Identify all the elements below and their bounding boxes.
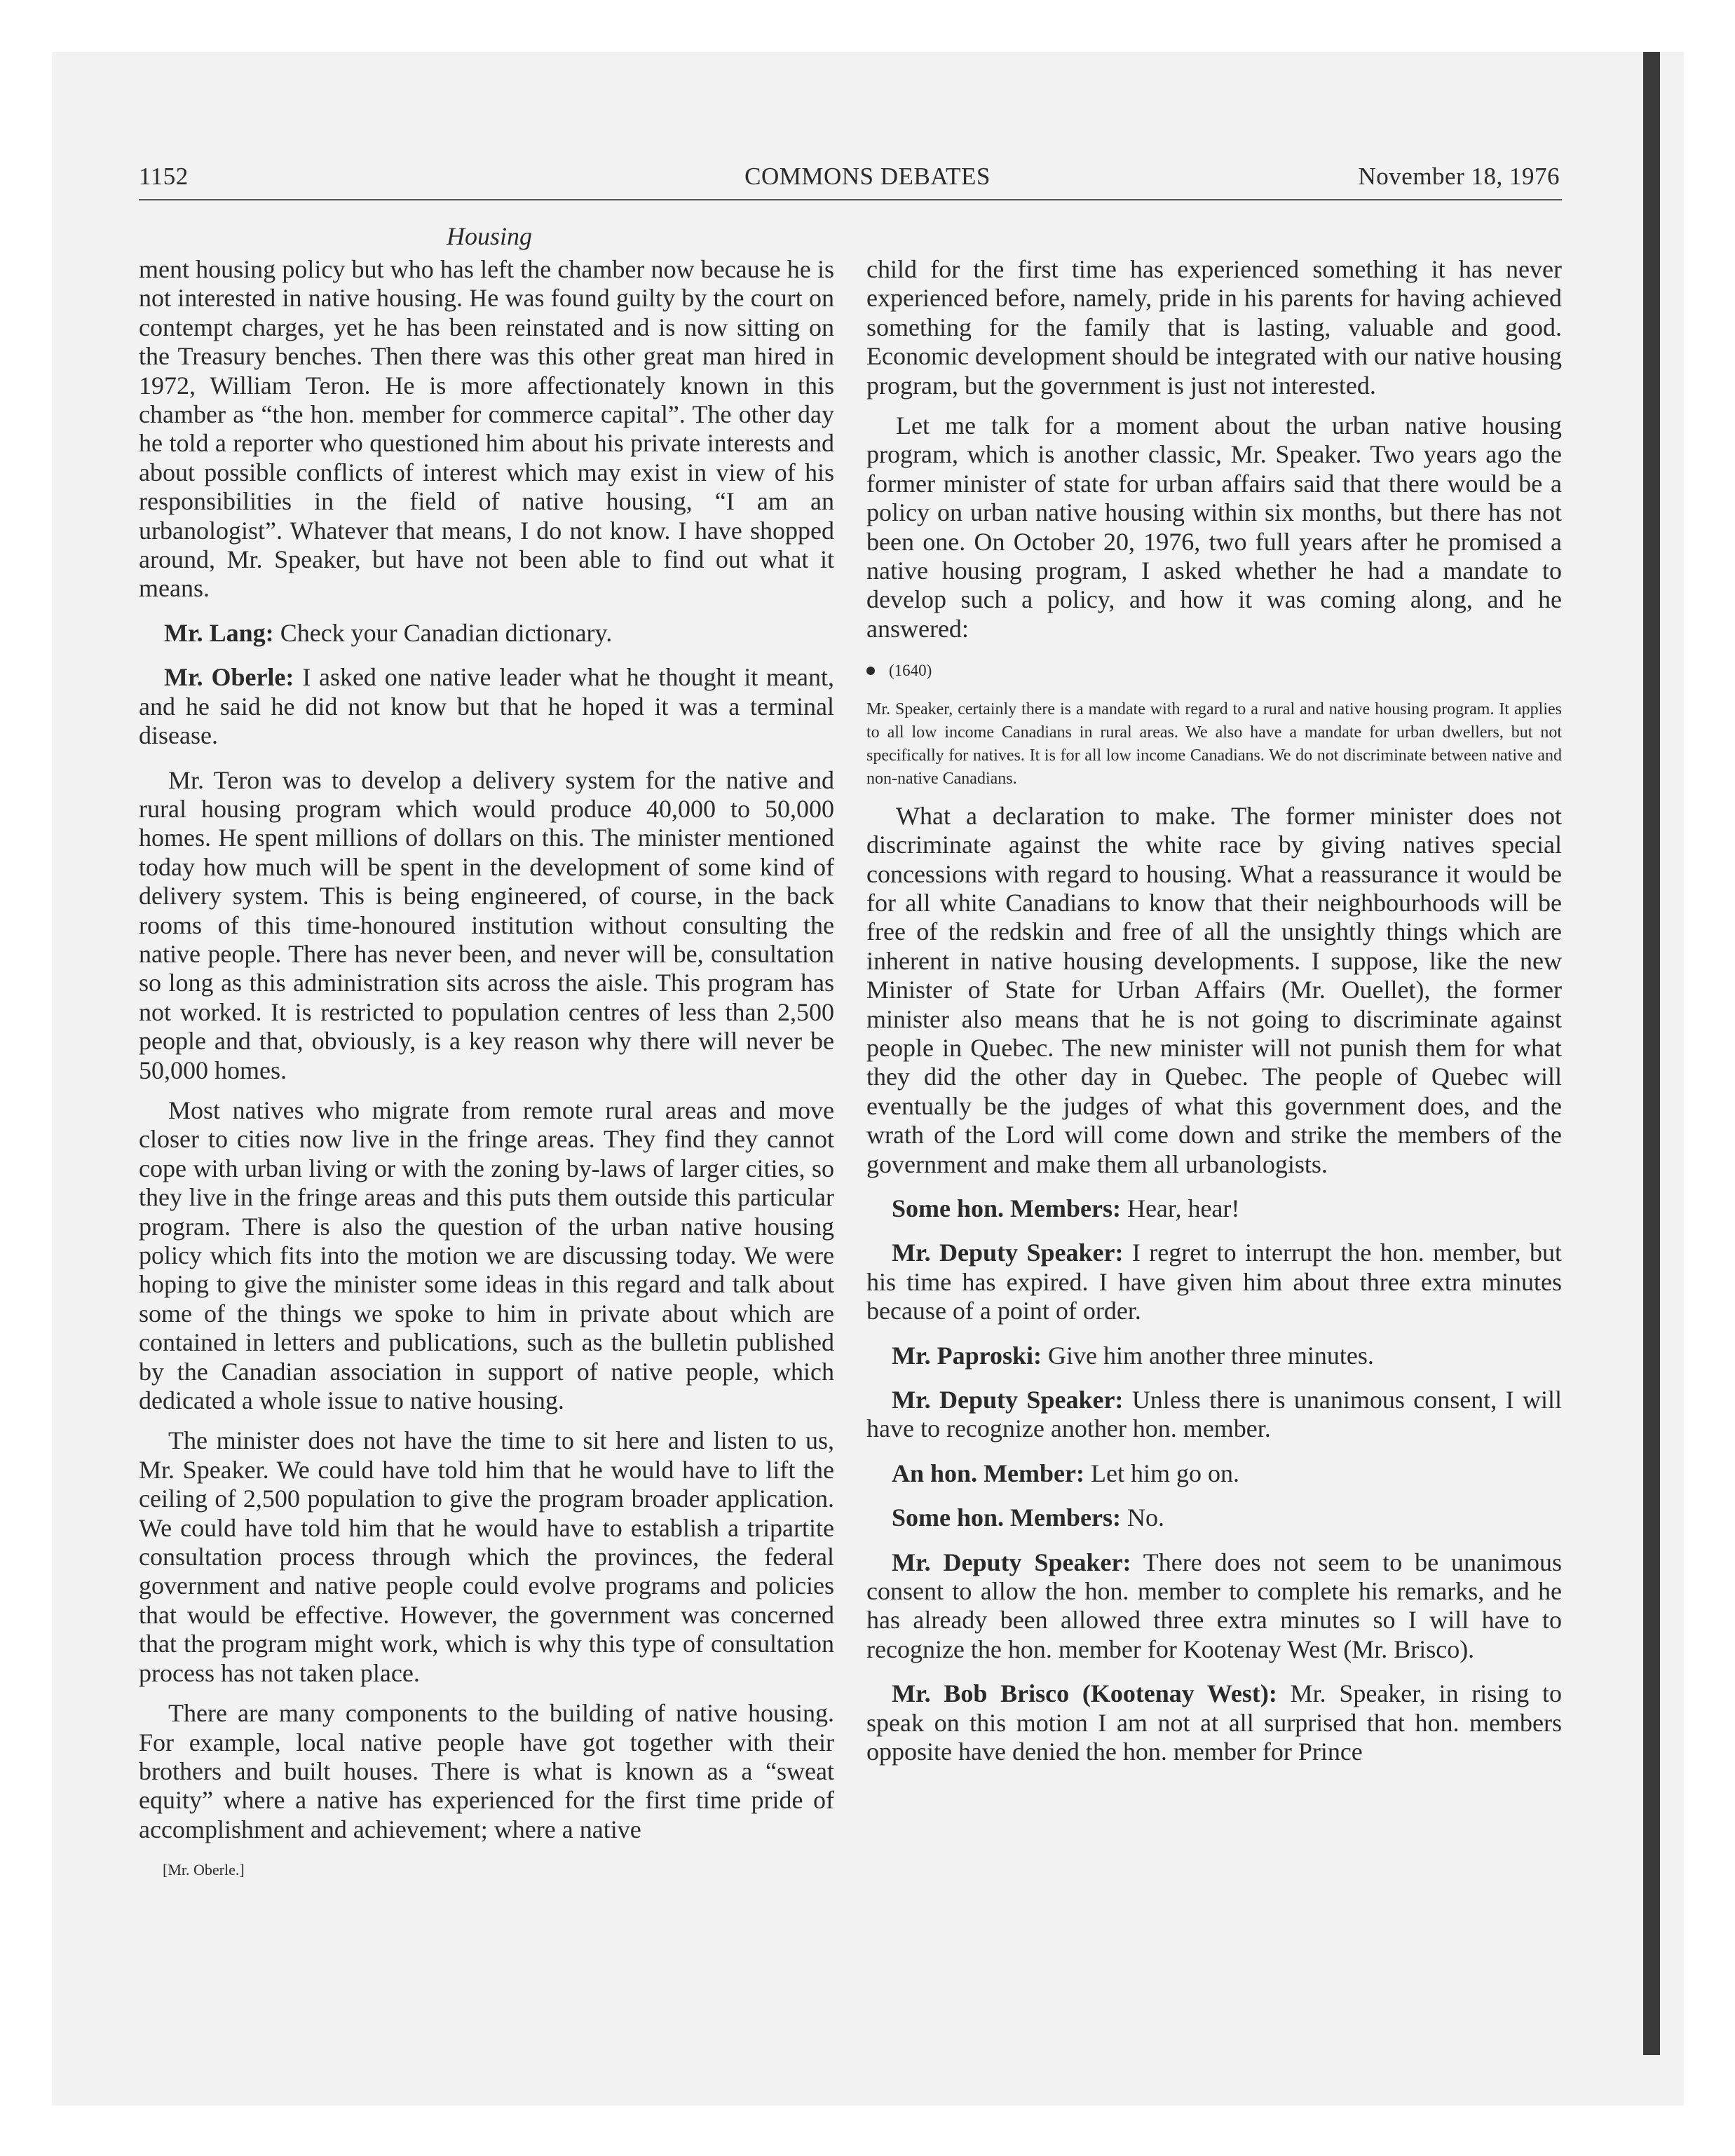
speech-entry (866, 1548, 1562, 1665)
paragraph: child for the first time has experienced something it has never experienced before, namely, pride in his parents for having achieved something for the family that is lasting, valuable and good. Economic development should be integrated with our native housing program, but the government is just not interested. (866, 255, 1562, 400)
speaker-name: Mr. Deputy Speaker: (892, 1239, 1124, 1267)
speech-text: Give him another three minutes. (1048, 1341, 1374, 1370)
page-edge-shadow (1643, 52, 1660, 2055)
speaker-name: Mr. Oberle: (164, 663, 294, 692)
speech-text: I regret to interrupt the hon. member, but his time has expired. I have given him about three extra minutes because of a point of order. (866, 1239, 1563, 1325)
section-title: Housing (446, 222, 532, 250)
paragraph: Mr. Teron was to develop a delivery system for the native and rural housing program which would produce 40,000 to 50,000 homes. He spent millions of dollars on this. The minister mentioned today how much will be spent in the development of some kind of delivery system. This is being engineered, of course, in the back rooms of this time-honoured institution without consulting the native people. There has never been, and never will be, consultation so long as this administration sits across the aisle. This program has not worked. It is restricted to population centres of less than 2,500 people and that, obviously, is a key reason why there will never be 50,000 homes. (139, 765, 834, 1084)
speaker-name: Mr. Lang: (164, 618, 274, 647)
right-column (866, 255, 1562, 1782)
timestamp-text: (1640) (889, 662, 932, 680)
speech-entry (139, 663, 834, 750)
paragraph: Let me talk for a moment about the urban native housing program, which is another classic, Mr. Speaker. Two years ago the former minister of state for urban affairs said that there would be a policy on urban native housing within six months, but there has not been one. On October 20, 1976, two full years after he promised a native housing program, I asked whether he had a mandate to develop such a policy, and how it was coming along, and he answered: (866, 411, 1562, 643)
page-number: 1152 (139, 163, 189, 190)
paragraph: ment housing policy but who has left the chamber now because he is not interested in native housing. He was found guilty by the court on contempt charges, yet he has been reinstated and is now sitting on the Treasury benches. Then there was this other great man hired in 1972, William Teron. He is more affectionately known in this chamber as “the hon. member for commerce capital”. The other day he told a reporter who questioned him about his private interests and about possible conflicts of interest which may exist in view of his responsibilities in the field of native housing, “I am an urbanologist”. Whatever that means, I do not know. I have shopped around, Mr. Speaker, but have not been able to find out what it means. (139, 255, 834, 603)
page-date: November 18, 1976 (1358, 163, 1560, 190)
speaker-name: Mr. Bob Brisco (Kootenay West): (892, 1679, 1277, 1708)
speech-entry (866, 1386, 1562, 1444)
speaker-name: Mr. Deputy Speaker: (892, 1386, 1124, 1414)
speech-entry (866, 1239, 1562, 1325)
speaker-name: Some hon. Members: (892, 1194, 1121, 1222)
speech-text: No. (1127, 1503, 1164, 1532)
paragraph: There are many components to the building of native housing. For example, local native people have got together with their brothers and built houses. There is what is known as a “sweat equity” where a native has experienced for the first time pride of accomplishment and achievement; where a native (139, 1699, 834, 1843)
speech-entry (866, 1679, 1562, 1766)
speech-entry (866, 1503, 1562, 1532)
speech-entry (866, 1342, 1562, 1370)
speaker-name: Mr. Deputy Speaker: (892, 1548, 1131, 1576)
paragraph: The minister does not have the time to sit here and listen to us, Mr. Speaker. We could have told him that he would have to lift the ceiling of 2,500 population to give the program broader application. We could have told him that he would have to establish a tripartite consultation process through which the provinces, the federal government and native people could evolve programs and policies that would be effective. However, the government was concerned that the program might work, which is why this type of consultation process has not taken place. (139, 1426, 834, 1687)
speaker-footnote: [Mr. Oberle.] (163, 1861, 245, 1879)
paragraph: Most natives who migrate from remote rural areas and move closer to cities now live in the fringe areas. They find they cannot cope with urban living or with the zoning by-laws of larger cities, so they live in the fringe areas and this puts them outside this particular program. There is also the question of the urban native housing policy which fits into the motion we are discussing today. We were hoping to give the minister some ideas in this regard and talk about some of the things we spoke to him in private about which are contained in letters and publications, such as the bulletin published by the Canadian association in support of native people, which dedicated a whole issue to native housing. (139, 1096, 834, 1415)
quoted-answer: Mr. Speaker, certainly there is a mandate with regard to a rural and native housing program. It applies to all low income Canadians in rural areas. We also have a mandate for urban dwellers, but not specifically for natives. It is for all low income Canadians. We do not discriminate between native and non-native Canadians. (866, 700, 1562, 788)
bullet-icon (866, 667, 875, 675)
speech-text: I asked one native leader what he thought it meant, and he said he did not know but that he hoped it was a terminal disease. (139, 663, 835, 750)
speaker-name: Mr. Paproski: (892, 1341, 1042, 1370)
paragraph: What a declaration to make. The former minister does not discriminate against the white race by giving natives special concessions with regard to housing. What a reassurance it would be for all white Canadians to know that their neighbourhoods will be free of the redskin and free of all the unsightly things which are inherent in native housing developments. I suppose, like the new Minister of State for Urban Affairs (Mr. Ouellet), the former minister also means that he is not going to discriminate against people in Quebec. The new minister will not punish them for what they did the other day in Quebec. The people of Quebec will eventually be the judges of what this government does, and the wrath of the Lord will come down and strike the members of the government and make them all urbanologists. (866, 801, 1562, 1178)
speech-text: Mr. Speaker, in rising to speak on this motion I am not at all surprised that hon. members opposite have denied the hon. member for Prince (866, 1679, 1563, 1766)
speech-text: Check your Canadian dictionary. (280, 618, 613, 647)
speech-entry (139, 619, 834, 648)
publication-title: COMMONS DEBATES (744, 163, 991, 190)
header-rule (139, 199, 1562, 200)
speech-entry (866, 1194, 1562, 1223)
timestamp (866, 656, 1562, 685)
speaker-name: Some hon. Members: (892, 1503, 1121, 1532)
speech-text: Let him go on. (1090, 1459, 1239, 1487)
speech-text: Hear, hear! (1127, 1194, 1240, 1222)
speech-text: Unless there is unanimous consent, I will have to recognize another hon. member. (866, 1386, 1563, 1443)
speaker-name: An hon. Member: (892, 1459, 1084, 1487)
speech-entry (866, 1459, 1562, 1488)
speech-text: There does not seem to be unanimous consent to allow the hon. member to complete his remarks, and he has already been allowed three extra minutes so I will have to recognize the hon. member for Kootenay West (Mr. Brisco). (866, 1548, 1562, 1663)
left-column (139, 255, 834, 1885)
